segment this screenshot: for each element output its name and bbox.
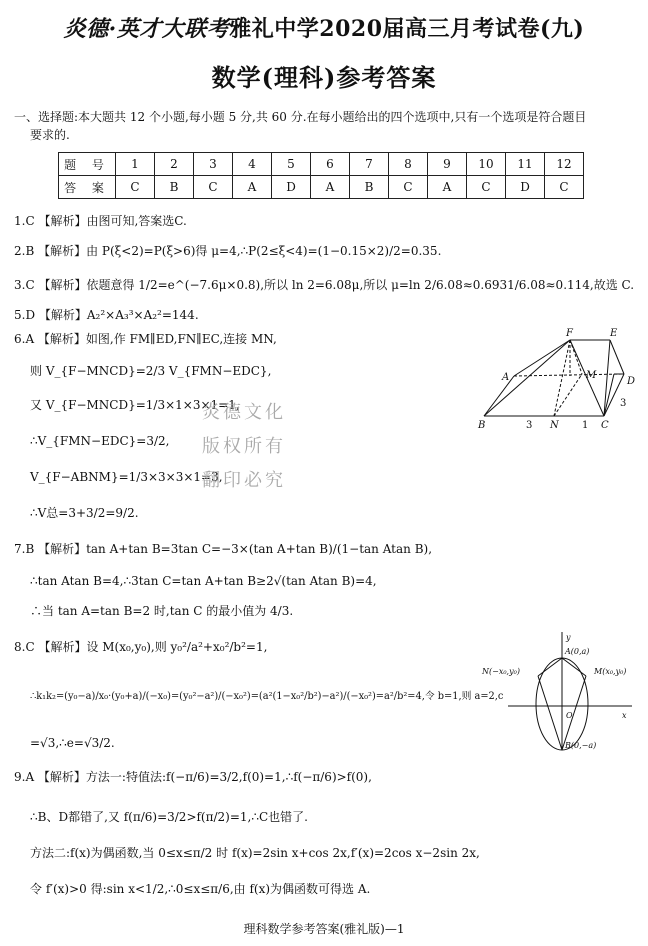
question-number: 3 <box>194 153 233 176</box>
figure-measure: 3 <box>620 398 627 409</box>
brand-name: 炎德·英才大联考 <box>63 16 230 42</box>
answer-cell: A <box>311 176 350 199</box>
solution-q2: 2.B 【解析】由 P(ξ<2)=P(ξ>6)得 μ=4,∴P(2≤ξ<4)=(1−0.15×2)/2=0.35. <box>14 244 442 258</box>
solution-q9-line: ∴B、D都错了,又 f(π/6)=3/2>f(π/2)=1,∴C也错了. <box>30 810 308 824</box>
solution-q7-line: ∴当 tan A=tan B=2 时,tan C 的最小值为 4/3. <box>30 604 294 618</box>
question-number: 1 <box>116 153 155 176</box>
answer-cell: B <box>350 176 389 199</box>
solution-q6-line: V_{F−ABNM}=1/3×3×3×1=3, <box>30 470 223 484</box>
question-number: 4 <box>233 153 272 176</box>
watermark-line: 翻印必究 <box>202 470 286 491</box>
page-title: 数学(理科)参考答案 <box>211 63 437 92</box>
solution-q6-line: 又 V_{F−MNCD}=1/3×1×3×1=1, <box>30 398 240 412</box>
question-number: 5 <box>272 153 311 176</box>
solution-q6-line: ∴V_{FMN−EDC}=3/2, <box>30 434 170 448</box>
solution-q5: 5.D 【解析】A₂²×A₃³×A₂²=144. <box>14 308 199 322</box>
table-row <box>59 176 584 199</box>
watermark-line: 炎德文化 <box>202 402 286 423</box>
figure-label: O <box>566 711 573 720</box>
figure-label: C <box>601 420 609 431</box>
page-footer: 理科数学参考答案(雅礼版)—1 <box>243 922 405 936</box>
figure-label: M <box>586 370 597 381</box>
figure-label: B <box>478 420 486 431</box>
solution-q6-line: ∴V总=3+3/2=9/2. <box>30 506 139 520</box>
answer-cell: C <box>116 176 155 199</box>
figure-measure: 1 <box>582 420 589 431</box>
solution-q8-line: =√3,∴e=√3/2. <box>30 736 115 750</box>
figure-q6-solid <box>474 326 640 434</box>
answer-cell: C <box>389 176 428 199</box>
answer-cell: A <box>233 176 272 199</box>
figure-label: N(−x₀,y₀) <box>482 667 520 676</box>
question-number: 11 <box>506 153 545 176</box>
figure-label: E <box>610 328 618 339</box>
answer-cell: B <box>155 176 194 199</box>
table-row <box>59 153 584 176</box>
watermark-line: 版权所有 <box>202 436 286 457</box>
question-number: 10 <box>467 153 506 176</box>
figure-label: A(0,a) <box>565 647 590 656</box>
solution-q7-line: ∴tan Atan B=4,∴3tan C=tan A+tan B≥2√(tan Atan B)=4, <box>30 574 377 588</box>
figure-measure: 3 <box>526 420 533 431</box>
answer-table <box>58 152 584 199</box>
answer-cell: C <box>545 176 584 199</box>
solution-q9-line: 方法二:f(x)为偶函数,当 0≤x≤π/2 时 f(x)=2sin x+cos 2x,f′(x)=2cos x−2sin 2x, <box>30 846 480 860</box>
watermark <box>188 396 300 498</box>
figure-label: y <box>566 633 571 642</box>
question-number: 7 <box>350 153 389 176</box>
solution-q8-line: 8.C 【解析】设 M(x₀,y₀),则 y₀²/a²+x₀²/b²=1, <box>14 640 268 654</box>
answer-cell: A <box>428 176 467 199</box>
section-intro: 一、选择题:本大题共 12 个小题,每小题 5 分,共 60 分.在每小题给出的四个选项中,只有一个选项是符合题目 <box>14 110 587 124</box>
figure-label: B(0,−a) <box>565 741 597 750</box>
figure-label: x <box>622 711 627 720</box>
figure-label: A <box>502 372 510 383</box>
answer-cell: C <box>194 176 233 199</box>
solution-q3: 3.C 【解析】依题意得 1/2=e^(−7.6μ×0.8),所以 ln 2=6.08μ,所以 μ=ln 2/6.08≈0.6931/6.08≈0.114,故选 C. <box>14 278 635 292</box>
figure-label: F <box>566 328 573 339</box>
figure-q8-ellipse <box>478 630 640 754</box>
solution-q9-line: 令 f′(x)>0 得:sin x<1/2,∴0≤x≤π/6,由 f(x)为偶函数可得选 A. <box>30 882 371 896</box>
solution-q8-line: ∴k₁k₂=(y₀−a)/x₀·(y₀+a)/(−x₀)=(y₀²−a²)/(−x₀²)=(a²(1−x₀²/b²)−a²)/(−x₀²)=a²/b²=4,令 b=1,则 a=2,c <box>30 691 504 702</box>
solution-q6-line: 则 V_{F−MNCD}=2/3 V_{FMN−EDC}, <box>30 364 272 378</box>
solution-q7-line: 7.B 【解析】tan A+tan B=3tan C=−3×(tan A+tan B)/(1−tan Atan B), <box>14 542 433 556</box>
figure-label: M(x₀,y₀) <box>594 667 627 676</box>
document-header <box>0 12 648 43</box>
answer-cell: C <box>467 176 506 199</box>
table-header-cell: 题 号 <box>59 153 116 176</box>
question-number: 12 <box>545 153 584 176</box>
answer-cell: D <box>506 176 545 199</box>
question-number: 6 <box>311 153 350 176</box>
question-number: 2 <box>155 153 194 176</box>
answer-cell: D <box>272 176 311 199</box>
question-number: 8 <box>389 153 428 176</box>
solution-q9-line: 9.A 【解析】方法一:特值法:f(−π/6)=3/2,f(0)=1,∴f(−π/6)>f(0), <box>14 770 372 784</box>
school-title: 雅礼中学2020届高三月考试卷(九) <box>229 16 585 42</box>
figure-label: N <box>550 420 559 431</box>
solution-q1: 1.C 【解析】由图可知,答案选C. <box>14 214 187 228</box>
table-header-cell: 答 案 <box>59 176 116 199</box>
section-intro-cont: 要求的. <box>30 128 70 142</box>
question-number: 9 <box>428 153 467 176</box>
figure-label: D <box>627 376 636 387</box>
solution-q6-line: 6.A 【解析】如图,作 FM∥ED,FN∥EC,连接 MN, <box>14 332 277 346</box>
